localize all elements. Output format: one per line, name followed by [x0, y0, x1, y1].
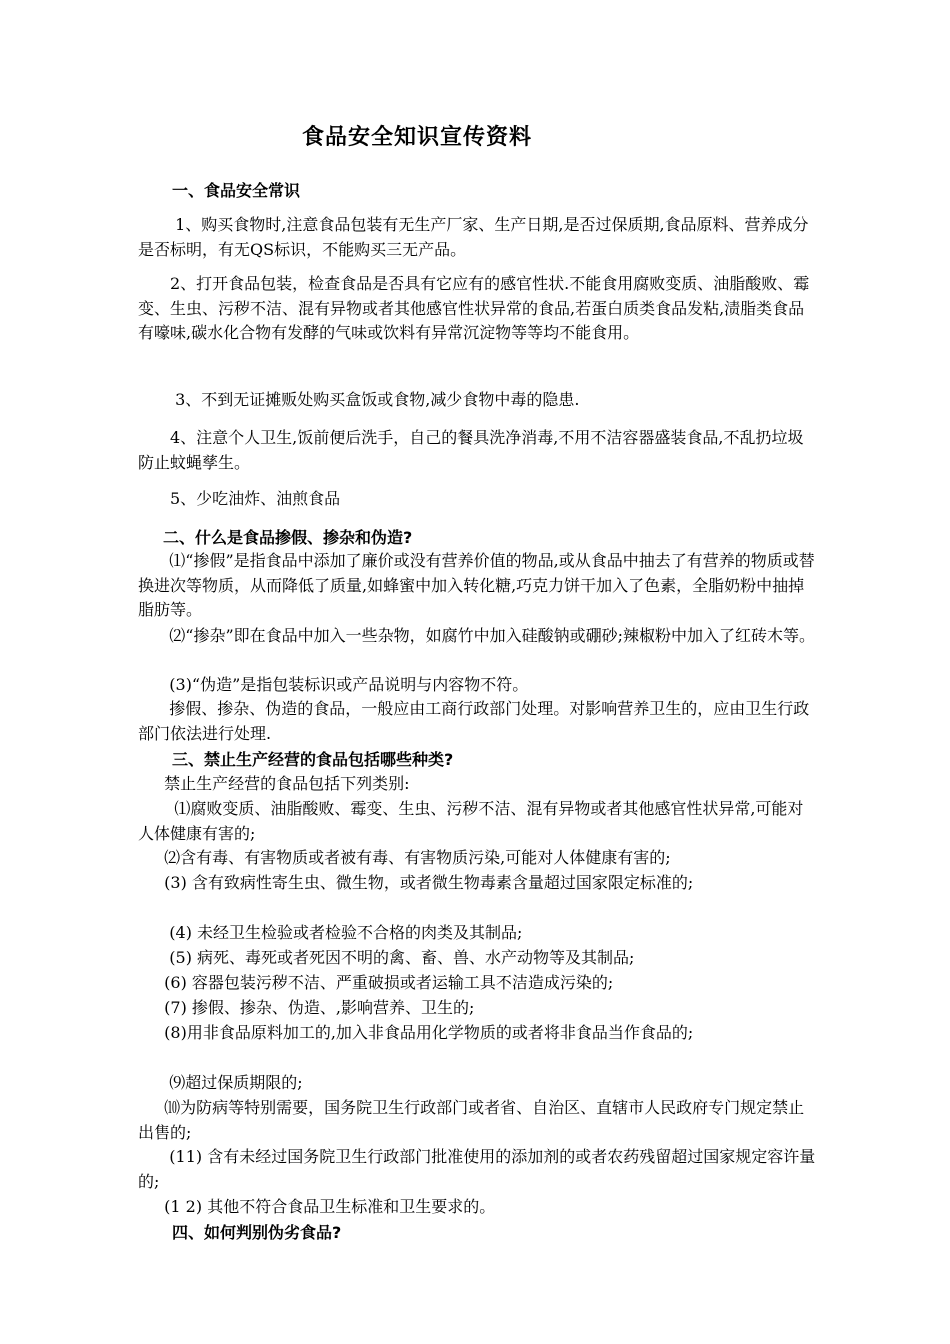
list-item: (1 2) 其他不符合食品卫生标准和卫生要求的。 — [154, 1197, 496, 1216]
section-heading-2: 二、什么是食品掺假、掺杂和伪造? — [163, 528, 413, 547]
list-item: (6) 容器包装污秽不洁、严重破损或者运输工具不洁造成污染的; — [154, 973, 614, 992]
paragraph: 1、购买食物时,注意食品包装有无生产厂家、生产日期,是否过保质期,食品原料、营养成分是否标明，有无QS标识，不能购买三无产品。 — [138, 215, 809, 259]
paragraph: 禁止生产经营的食品包括下列类别: — [154, 774, 410, 793]
list-item: ⑴腐败变质、油脂酸败、霉变、生虫、污秽不洁、混有异物或者其他感官性状异常,可能对人体健康有害的; — [138, 799, 804, 843]
page-title: 食品安全知识宣传资料 — [301, 125, 532, 150]
paragraph: ⑴“掺假”是指食品中添加了廉价或没有营养价值的物品,或从食品中抽去了有营养的物质或替换进次等物质，从而降低了质量,如蜂蜜中加入转化糖,巧克力饼干加入了色素，全脂奶粉中抽掉脂肪等。 — [138, 551, 815, 619]
paragraph: (3)“伪造”是指包装标识或产品说明与内容物不符。 — [154, 675, 529, 694]
list-item: (3) 含有致病性寄生虫、微生物，或者微生物毒素含量超过国家限定标准的; — [154, 873, 694, 892]
list-item: (8)用非食品原料加工的,加入非食品用化学物质的或者将非食品当作食品的; — [154, 1023, 694, 1042]
list-item: ⑼超过保质期限的; — [154, 1073, 303, 1092]
list-item: (5) 病死、毒死或者死因不明的禽、畜、兽、水产动物等及其制品; — [154, 948, 635, 967]
section-heading-1: 一、食品安全常识 — [172, 181, 301, 200]
paragraph: 掺假、掺杂、伪造的食品，一般应由工商行政部门处理。对影响营养卫生的，应由卫生行政部门依法进行处理. — [138, 699, 810, 743]
list-item: (11) 含有未经过国务院卫生行政部门批准使用的添加剂的或者农药残留超过国家规定容许量的; — [138, 1147, 816, 1191]
list-item: (7) 掺假、掺杂、伪造、,影响营养、卫生的; — [154, 998, 475, 1017]
paragraph: ⑵“掺杂”即在食品中加入一些杂物，如腐竹中加入硅酸钠或硼砂;辣椒粉中加入了红砖木等。 — [154, 626, 816, 645]
section-heading-4: 四、如何判别伪劣食品? — [172, 1223, 342, 1242]
list-item: ⑽为防病等特别需要，国务院卫生行政部门或者省、自治区、直辖市人民政府专门规定禁止出售的; — [138, 1098, 805, 1142]
paragraph: 3、不到无证摊贩处购买盒饭或食物,减少食物中毒的隐患. — [170, 390, 580, 409]
list-item: (4) 未经卫生检验或者检验不合格的肉类及其制品; — [154, 923, 523, 942]
section-heading-3: 三、禁止生产经营的食品包括哪些种类? — [172, 750, 454, 769]
paragraph: 2、打开食品包装，检查食品是否具有它应有的感官性状.不能食用腐败变质、油脂酸败、霉变、生虫、污秽不洁、混有异物或者其他感官性状异常的食品,若蛋白质类食品发粘,渍脂类食品有嚎味,碳水化合物有发酵的气味或饮料有异常沉淀物等等均不能食用。 — [138, 274, 810, 342]
paragraph: 5、少吃油炸、油煎食品 — [170, 489, 341, 508]
paragraph: 4、注意个人卫生,饭前便后洗手，自己的餐具洗净消毒,不用不洁容器盛装食品,不乱扔垃圾防止蚊蝇孳生。 — [138, 428, 804, 472]
list-item: ⑵含有毒、有害物质或者被有毒、有害物质污染,可能对人体健康有害的; — [154, 848, 671, 867]
